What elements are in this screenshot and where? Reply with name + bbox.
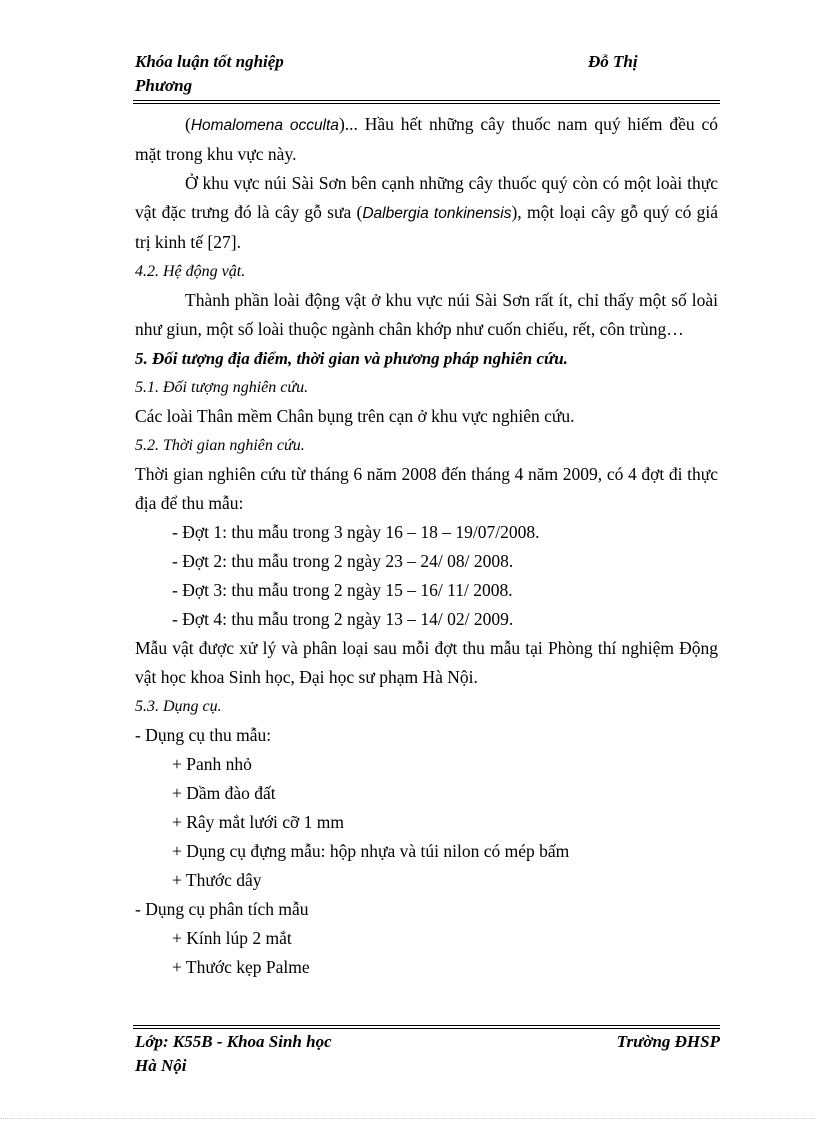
header-author: Đỗ Thị	[588, 52, 638, 71]
paragraph-6: Mẫu vật được xử lý và phân loại sau mỗi đợt thu mẫu tại Phòng thí nghiệm Động vật học khoa Sinh học, Đại học sư phạm Hà Nội.	[135, 638, 718, 687]
heading-5-3: 5.3. Dụng cụ.	[135, 698, 222, 715]
tool-item: + Panh nhỏ	[172, 754, 252, 774]
paragraph-2: Ở khu vực núi Sài Sơn bên cạnh những cây thuốc quý còn có một loài thực vật đặc trưng đó là cây gỗ sưa (Dalbergia tonkinensis), một loại cây gỗ quý có giá trị kinh tế [27].	[135, 173, 718, 252]
heading-5-2: 5.2. Thời gian nghiên cứu.	[135, 437, 305, 454]
tool-item: + Kính lúp 2 mắt	[172, 928, 292, 948]
tool-item: + Dầm đào đất	[172, 783, 276, 803]
paragraph-3: Thành phần loài động vật ở khu vực núi Sài Sơn rất ít, chỉ thấy một số loài như giun, một số loài thuộc ngành chân khớp như cuốn chiếu, rết, côn trùng…	[135, 290, 718, 339]
footer-school: Trường ĐHSP	[616, 1032, 720, 1051]
tool-item: + Thước kẹp Palme	[172, 957, 310, 977]
heading-5: 5. Đối tượng địa điểm, thời gian và phương pháp nghiên cứu.	[135, 349, 568, 368]
header-title: Khóa luận tốt nghiệp	[135, 52, 284, 71]
paragraph-5: Thời gian nghiên cứu từ tháng 6 năm 2008 đến tháng 4 năm 2009, có 4 đợt đi thực địa để thu mẫu:	[135, 464, 718, 513]
footer-rule-2	[133, 1028, 720, 1029]
header-author-cont: Phương	[135, 76, 193, 95]
trip-item: - Đợt 3: thu mẫu trong 2 ngày 15 – 16/ 11/ 2008.	[172, 580, 513, 600]
species-name: Dalbergia tonkinensis	[362, 205, 512, 222]
tool-item: + Dụng cụ đựng mẫu: hộp nhựa và túi nilon có mép bấm	[172, 841, 570, 861]
footer-rule	[133, 1025, 720, 1026]
header-rule	[133, 100, 720, 101]
header-rule-2	[133, 103, 720, 104]
trip-item: - Đợt 4: thu mẫu trong 2 ngày 13 – 14/ 02/ 2009.	[172, 609, 514, 629]
trip-item: - Đợt 1: thu mẫu trong 3 ngày 16 – 18 – 19/07/2008.	[172, 522, 540, 542]
page-body	[135, 110, 718, 982]
heading-4-2: 4.2. Hệ động vật.	[135, 263, 246, 280]
tools-collect-title: - Dụng cụ thu mẫu:	[135, 725, 272, 745]
species-name: Homalomena occulta	[190, 117, 339, 134]
footer-city: Hà Nội	[135, 1056, 187, 1075]
tool-item: + Rây mắt lưới cỡ 1 mm	[172, 812, 345, 832]
tool-item: + Thước dây	[172, 870, 262, 890]
tools-analysis-title: - Dụng cụ phân tích mẫu	[135, 899, 309, 919]
page-edge	[0, 1118, 816, 1119]
trip-item: - Đợt 2: thu mẫu trong 2 ngày 23 – 24/ 08/ 2008.	[172, 551, 514, 571]
paragraph-4: Các loài Thân mềm Chân bụng trên cạn ở khu vực nghiên cứu.	[135, 406, 575, 426]
paragraph-1: (Homalomena occulta)... Hầu hết những cây thuốc nam quý hiếm đều có mặt trong khu vực này.	[135, 114, 718, 164]
heading-5-1: 5.1. Đối tượng nghiên cứu.	[135, 379, 309, 396]
footer-class: Lớp: K55B - Khoa Sinh học	[135, 1032, 332, 1051]
